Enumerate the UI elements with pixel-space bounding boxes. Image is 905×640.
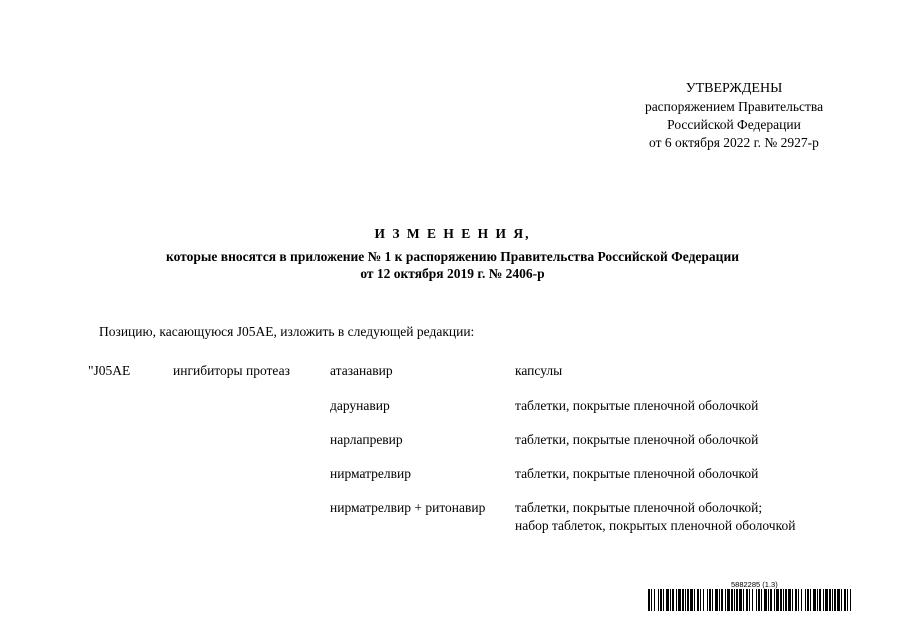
dosage-form: таблетки, покрытые пленочной оболочкой <box>515 398 759 413</box>
approval-line-1: распоряжением Правительства <box>644 99 824 114</box>
dosage-form: капсулы <box>515 363 563 378</box>
barcode <box>648 589 856 611</box>
document-title: И З М Е Н Е Н И Я, <box>374 226 531 241</box>
atc-code: "J05AE <box>88 363 131 378</box>
dosage-form: таблетки, покрытые пленочной оболочкой <box>515 432 759 447</box>
barcode-number: 5882285 (1.3) <box>731 580 778 589</box>
drug-name: атазанавир <box>330 363 393 378</box>
drug-name: нирматрелвир <box>330 466 411 481</box>
approval-line-2: Российской Федерации <box>667 117 801 132</box>
approval-block <box>600 80 868 152</box>
dosage-form: таблетки, покрытые пленочной оболочкой <box>515 466 759 481</box>
pharmacological-group: ингибиторы протеаз <box>173 363 290 378</box>
dosage-form: таблетки, покрытые пленочной оболочкой; <box>515 500 763 515</box>
drug-name: дарунавир <box>330 398 390 413</box>
drug-name: нирматрелвир + ритонавир <box>330 500 486 515</box>
approval-title: УТВЕРЖДЕНЫ <box>685 81 783 96</box>
document-subtitle-line-2: от 12 октября 2019 г. № 2406-р <box>360 266 545 281</box>
document-subtitle-line-1: которые вносятся в приложение № 1 к распоряжению Правительства Российской Федерации <box>166 249 739 264</box>
dosage-form-continuation: набор таблеток, покрытых пленочной оболочкой <box>515 518 796 533</box>
intro-paragraph: Позицию, касающуюся J05AE, изложить в следующей редакции: <box>99 324 475 339</box>
approval-line-3: от 6 октября 2022 г. № 2927-р <box>649 135 819 150</box>
drug-name: нарлапревир <box>330 432 403 447</box>
